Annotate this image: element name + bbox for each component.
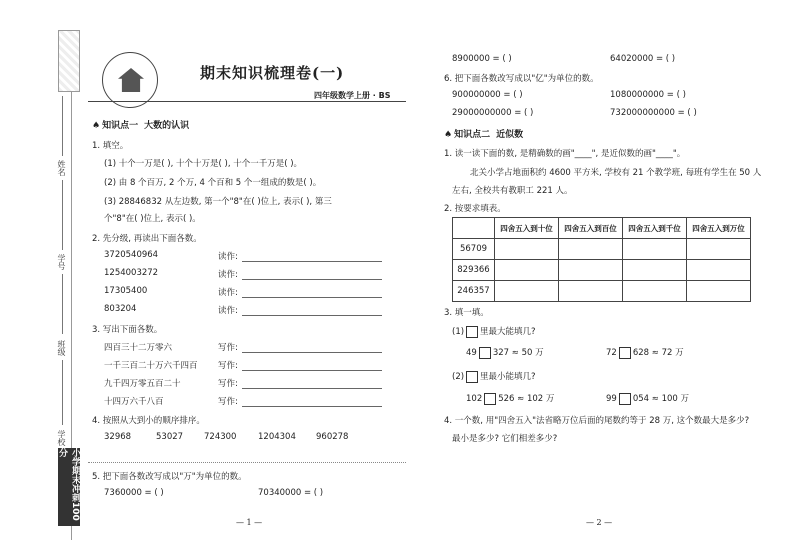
write-label: 写作: [218,397,238,407]
table-cell[interactable] [687,260,751,281]
table-cell[interactable] [623,239,687,260]
q3-item: 九千四万零五百二十 [104,379,181,389]
q4-number: 1204304 [258,432,296,442]
name-label: 姓名 [57,160,66,176]
student-id-label: 学号 [57,254,66,270]
q3-title: 3. 写出下面各数。 [92,325,163,335]
q3-item: 一千三百二十万六千四百 [104,361,198,371]
page-title: 期末知识梳理卷(一) [200,64,345,82]
table-cell[interactable] [559,281,623,302]
q3-item: 十四万六千八百 [104,397,164,407]
q6-a1: 900000000 = ( ) [452,90,523,100]
p2-q3-part-2: (2) 里最小能填几? [452,372,536,382]
table-cell[interactable] [559,239,623,260]
table-cell[interactable] [559,260,623,281]
binding-line [62,180,63,250]
binding-banner: 小学期末冲刺100分 [58,448,80,526]
q5-item-b: 70340000 = ( ) [258,488,324,498]
p2-q1-line-1: 北关小学占地面积约 4600 平方米, 学校有 21 个教学班, 每班有学生在 50 人 [470,168,762,178]
q6-b2: 732000000000 = ( ) [610,108,697,118]
q4-number: 724300 [204,432,237,442]
answer-box[interactable] [479,347,491,359]
table-row-label: 829366 [453,260,495,281]
read-label: 读作: [218,270,238,280]
q3-item: 四百三十二万零六 [104,343,173,353]
answer-line[interactable] [242,406,382,407]
q2-number: 1254003272 [104,268,159,278]
table-row [453,239,751,260]
read-label: 读作: [218,252,238,262]
brand-logo [96,48,168,114]
grade-subtitle: 四年级数学上册 · BS [314,91,391,100]
q2-title: 2. 先分级, 再读出下面各数。 [92,234,202,244]
answer-box[interactable] [619,393,631,405]
q4-number: 960278 [316,432,349,442]
binding-line [62,96,63,156]
q1-line-4: 个"8"在( )位上, 表示( )。 [104,214,201,224]
table-header: 四舍五入到百位 [559,218,623,239]
q4-number: 53027 [156,432,184,442]
p2-q3-expr: 72 628 ≈ 72 万 [606,348,684,358]
section-heading-1: ♠ 知识点一 大数的认识 [92,121,190,131]
class-label: 班级 [57,340,66,356]
q1-line-2: (2) 由 8 个百万, 2 个万, 4 个百和 5 个一组成的数是( )。 [104,178,322,188]
table-cell[interactable] [495,239,559,260]
p2-q4-line-1: 4. 一个数, 用"四舍五入"法省略万位后面的尾数约等于 28 万, 这个数最大是多少? [444,416,750,426]
p2-q3-expr: 49 327 ≈ 50 万 [466,348,544,358]
q2-number: 803204 [104,304,137,314]
table-cell[interactable] [495,281,559,302]
answer-box[interactable] [466,371,478,383]
write-label: 写作: [218,343,238,353]
table-row [453,260,751,281]
q2-number: 17305400 [104,286,148,296]
section-heading-2: ♠ 知识点二 近似数 [444,130,524,140]
page-number-1: — 1 — [236,518,263,527]
q6-a2: 29000000000 = ( ) [452,108,534,118]
school-label: 学校 [57,430,66,446]
table-cell[interactable] [623,260,687,281]
q4-number: 32968 [104,432,132,442]
table-header: 四舍五入到千位 [623,218,687,239]
q5-title: 5. 把下面各数改写成以"万"为单位的数。 [92,472,247,482]
write-label: 写作: [218,379,238,389]
table-cell[interactable] [623,281,687,302]
q1-title: 1. 填空。 [92,141,129,151]
q4-title: 4. 按照从大到小的顺序排序。 [92,416,205,426]
q1-line-1: (1) 十个一万是( ), 十个十万是( ), 十个一千万是( )。 [104,159,303,169]
p2-q1-line-2: 左右, 全校共有教职工 221 人。 [452,186,573,196]
answer-line[interactable] [242,370,382,371]
binding-line [62,360,63,425]
answer-line[interactable] [242,352,382,353]
binding-line [62,274,63,334]
answer-line[interactable] [242,279,382,280]
table-corner [453,218,495,239]
answer-box[interactable] [484,393,496,405]
p2-q2-title: 2. 按要求填表。 [444,204,506,214]
table-header: 四舍五入到万位 [687,218,751,239]
answer-line[interactable] [242,297,382,298]
p2-q3-part-1: (1) 里最大能填几? [452,327,536,337]
p2-top-b: 64020000 = ( ) [610,54,676,64]
q5-item-a: 7360000 = ( ) [104,488,164,498]
binding-pattern [58,30,80,92]
table-row-label: 56709 [453,239,495,260]
table-header: 四舍五入到十位 [495,218,559,239]
answer-line[interactable] [242,388,382,389]
p2-q4-line-2: 最小是多少? 它们相差多少? [452,434,558,444]
p2-q3-expr: 102 526 ≈ 102 万 [466,394,555,404]
header-rule [88,101,406,102]
answer-line[interactable] [242,261,382,262]
table-row [453,281,751,302]
table-cell[interactable] [495,260,559,281]
read-label: 读作: [218,288,238,298]
p2-q3-expr: 99 054 ≈ 100 万 [606,394,690,404]
answer-box[interactable] [466,326,478,338]
q2-number: 3720540964 [104,250,159,260]
p2-q3-title: 3. 填一填。 [444,308,489,318]
dotted-divider [88,462,406,463]
spade-icon: ♠ [444,130,453,140]
p2-q1-title: 1. 读一读下面的数, 是精确数的画"____", 是近似数的画"____"。 [444,149,686,159]
page-number-2: — 2 — [586,518,613,527]
table-cell[interactable] [687,239,751,260]
answer-box[interactable] [619,347,631,359]
q1-line-3: (3) 28846832 从左边数, 第一个"8"在( )位上, 表示( ), 第三 [104,197,332,207]
table-row-label: 246357 [453,281,495,302]
table-cell[interactable] [687,281,751,302]
read-label: 读作: [218,306,238,316]
q6-b1: 1080000000 = ( ) [610,90,686,100]
spade-icon: ♠ [92,121,101,131]
p2-top-a: 8900000 = ( ) [452,54,512,64]
rounding-table [452,217,751,302]
q6-title: 6. 把下面各数改写成以"亿"为单位的数。 [444,74,599,84]
write-label: 写作: [218,361,238,371]
answer-line[interactable] [242,315,382,316]
